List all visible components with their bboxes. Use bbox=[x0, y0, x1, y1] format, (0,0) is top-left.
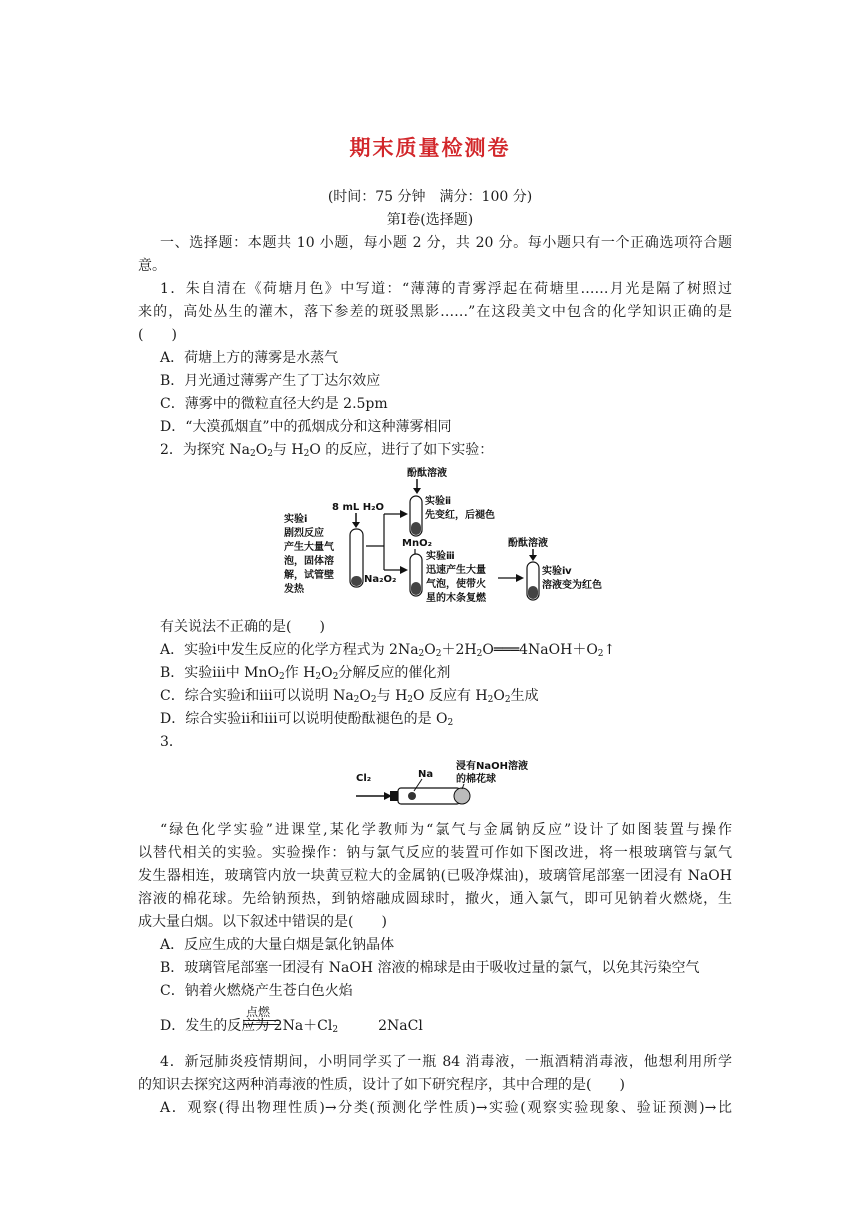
q1-stem-line1: 1．朱自清在《荷塘月色》中写道：“薄薄的青雾浮起在荷塘里……月光是隔了树照过 bbox=[160, 281, 732, 297]
fig-exp1-line4: 泡，固体溶 bbox=[284, 556, 334, 567]
q1-answer-blank: ( ) bbox=[138, 327, 177, 343]
fig-label-phenol-top: 酚酞溶液 bbox=[407, 468, 447, 479]
q3-stem-line2: 以替代相关的实验。实验操作：钠与氯气反应的装置可作如下图改进，将一根玻璃管与氯气 bbox=[138, 845, 732, 861]
time-info: (时间：75 分钟 满分：100 分) bbox=[327, 189, 533, 205]
q4-stem-line1: 4．新冠肺炎疫情期间，小明同学买了一瓶 84 消毒液，一瓶酒精消毒液，他想利用所学 bbox=[160, 1054, 732, 1070]
q2-option-b: B．实验ⅲ中 MnO$_2$作 $H_2O_2$分解反应的催化剂 bbox=[160, 665, 451, 682]
fig-label-na2o2: Na₂O₂ bbox=[364, 574, 397, 585]
q2-experiment-figure bbox=[280, 466, 610, 606]
reaction-equals bbox=[243, 1020, 279, 1025]
fig-exp1-line6: 发热 bbox=[284, 584, 304, 595]
q3-number: 3． bbox=[160, 734, 183, 750]
part-title: 第Ⅰ卷(选择题) bbox=[386, 212, 474, 228]
fig-exp1-line1: 实验ⅰ bbox=[284, 514, 308, 525]
fig-exp3-line3: 气泡，使带火 bbox=[426, 579, 486, 590]
fig-exp3-line2: 迅速产生大量 bbox=[426, 565, 486, 576]
q2-question: 有关说法不正确的是( ) bbox=[160, 619, 325, 635]
q1-option-b: B．月光通过薄雾产生了丁达尔效应 bbox=[160, 373, 381, 389]
q3-option-c: C．钠着火燃烧产生苍白色火焰 bbox=[160, 983, 353, 999]
q3-stem-line5: 成大量白烟。以下叙述中错误的是( ) bbox=[138, 914, 387, 930]
exam-title: 期末质量检测卷 bbox=[349, 135, 511, 160]
fig-cotton-line1: 浸有NaOH溶液 bbox=[456, 761, 528, 772]
q3-stem-line1: “绿色化学实验”进课堂,某化学教师为“氯气与金属钠反应”设计了如图装置与操作 bbox=[160, 822, 732, 838]
section-intro-cont: 意。 bbox=[138, 258, 166, 274]
fig-exp1-line3: 产生大量气 bbox=[284, 542, 334, 553]
fig-exp1-line5: 解，试管壁 bbox=[284, 570, 334, 581]
q1-option-c: C．薄雾中的微粒直径大约是 2.5pm bbox=[160, 396, 388, 412]
q1-stem-line2: 来的，高处丛生的灌木，落下参差的斑驳黑影……”在这段美文中包含的化学知识正确的是 bbox=[138, 304, 732, 320]
q4-option-a: A．观察(得出物理性质)→分类(预测化学性质)→实验(观察实验现象、验证预测)→比 bbox=[160, 1100, 732, 1116]
fig-cotton-line2: 的棉花球 bbox=[456, 774, 496, 785]
q2-option-c: C．综合实验ⅰ和ⅲ可以说明 $Na_2O_2$与 $H_2O$ 反应有 $H_2O_2$生成 bbox=[160, 688, 539, 705]
q1-option-d: D．“大漠孤烟直”中的孤烟成分和这种薄雾相同 bbox=[160, 419, 452, 435]
fig-label-na: Na bbox=[418, 769, 434, 780]
section-intro: 一、选择题：本题共 10 小题，每小题 2 分，共 20 分。每小题只有一个正确选项符合题 bbox=[160, 235, 732, 251]
q3-stem-line4: 溶液的棉花球。先给钠预热，到钠熔融成圆球时，撤火，通入氯气，即可见钠着火燃烧，生 bbox=[138, 891, 732, 907]
q3-option-b: B．玻璃管尾部塞一团浸有 NaOH 溶液的棉球是由于吸收过量的氯气，以免其污染空气 bbox=[160, 960, 700, 976]
reaction-condition: 点燃 bbox=[246, 1005, 271, 1019]
fig-exp1-line2: 剧烈反应 bbox=[284, 528, 324, 539]
q2-option-a: A．实验ⅰ中发生反应的化学方程式为 $2Na_2O_2+2H_2O═══4NaOH+O_2↑$ bbox=[160, 642, 616, 659]
fig-label-water: 8 mL H₂O bbox=[332, 502, 384, 513]
q3-option-a: A．反应生成的大量白烟是氯化钠晶体 bbox=[160, 937, 395, 953]
fig-exp2-title: 实验ⅱ bbox=[425, 496, 452, 507]
fig-exp4-line1: 实验ⅳ bbox=[542, 566, 572, 577]
fig-exp3-line4: 星的木条复燃 bbox=[426, 593, 486, 604]
fig-exp2-text: 先变红，后褪色 bbox=[425, 510, 495, 521]
q3-stem-line3: 发生器相连，玻璃管内放一块黄豆粒大的金属钠(已吸净煤油)，玻璃管尾部塞一团浸有 NaOH bbox=[138, 868, 732, 884]
fig-exp3-line1: 实验ⅲ bbox=[426, 551, 455, 562]
q1-option-a: A．荷塘上方的薄雾是水蒸气 bbox=[160, 350, 339, 366]
q4-stem-line2: 的知识去探究这两种消毒液的性质，设计了如下研究程序，其中合理的是( ) bbox=[138, 1077, 625, 1093]
fig-label-phenol-right: 酚酞溶液 bbox=[508, 538, 548, 549]
fig-label-mno2: MnO₂ bbox=[402, 538, 432, 549]
q2-stem: 2．为探究 $Na_2O_2$与 $H_2O$ 的反应，进行了如下实验： bbox=[160, 442, 494, 459]
q3-option-d: D．发生的反应为 $2Na+Cl_2$ 2NaCl 点燃 bbox=[160, 1016, 423, 1036]
fig-exp4-line2: 溶液变为红色 bbox=[542, 580, 602, 591]
q2-option-d: D．综合实验ⅱ和ⅲ可以说明使酚酞褪色的是 $O_2$ bbox=[160, 711, 454, 728]
q3-apparatus-figure bbox=[352, 755, 552, 811]
fig-label-cl2: Cl₂ bbox=[356, 773, 372, 784]
